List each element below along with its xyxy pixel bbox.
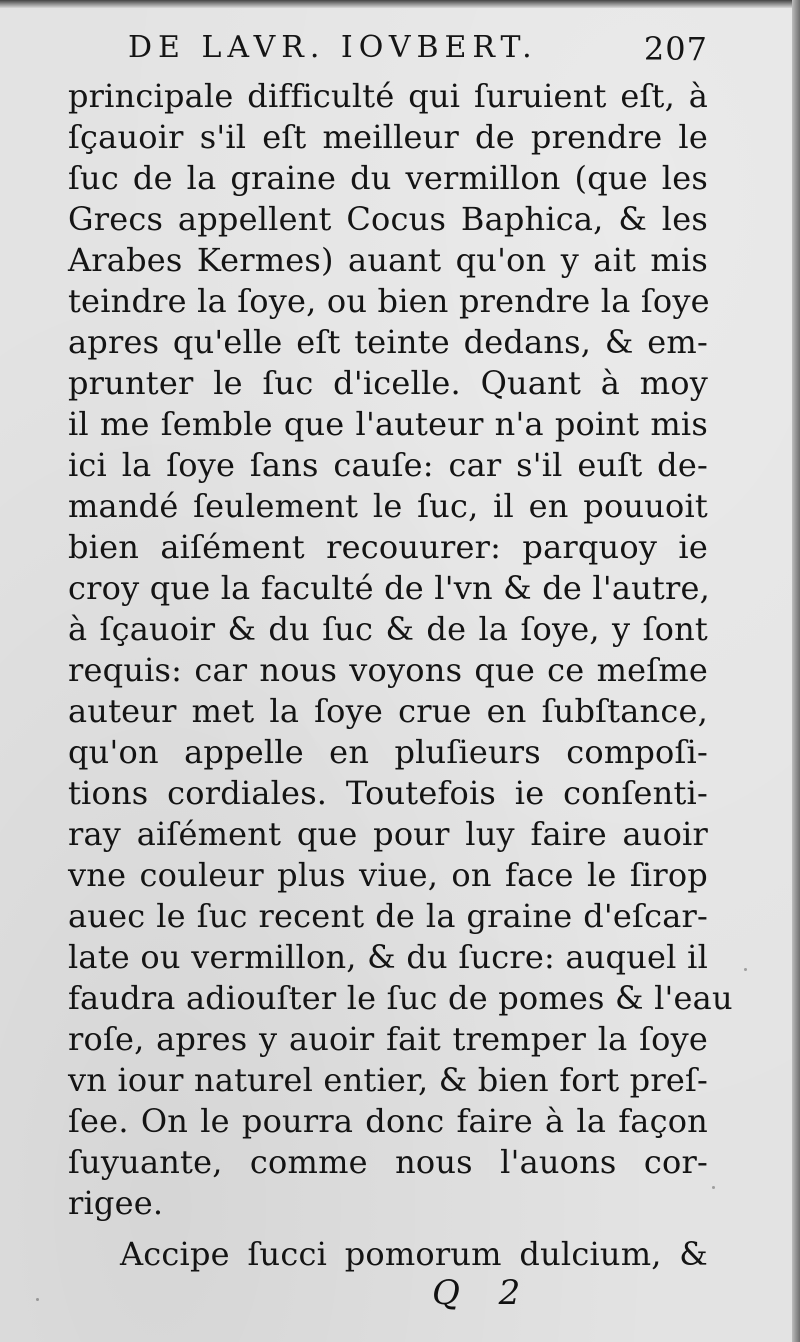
paper-speck: [712, 1186, 715, 1189]
text-line: mandé ſeulement le ſuc, il en pouuoit: [68, 487, 708, 525]
text-line: auteur met la ſoye crue en ſubſtance,: [68, 692, 708, 730]
text-line: requis: car nous voyons que ce meſme: [68, 651, 708, 689]
body-text: [68, 76, 733, 1275]
text-line: vne couleur plus viue, on face le ſirop: [68, 856, 708, 894]
text-line: ſçauoir s'il eſt meilleur de prendre le: [68, 118, 708, 156]
paragraph-gap: [68, 1224, 708, 1234]
text-line: late ou vermillon, & du ſucre: auquel il: [68, 938, 708, 976]
text-line: auec le ſuc recent de la graine d'eſcar-: [68, 897, 708, 935]
text-line: ſuc de la graine du vermillon (que les: [68, 159, 708, 197]
text-line: ſee. On le pourra donc faire à la façon: [68, 1102, 708, 1140]
text-line: bien aiſément recouurer: parquoy ie: [68, 528, 708, 566]
text-line: ray aiſément que pour luy faire auoir: [68, 815, 708, 853]
paper-speck: [36, 1298, 39, 1301]
text-line: faudra adiouſter le ſuc de pomes & l'eau: [68, 979, 733, 1017]
text-line: principale difficulté qui ſuruient eſt, à: [68, 77, 708, 115]
text-line: ici la ſoye ſans cauſe: car s'il euſt de-: [68, 446, 708, 484]
text-line: rigee.: [68, 1184, 164, 1222]
text-line: prunter le ſuc d'icelle. Quant à moy: [68, 364, 708, 402]
text-line: il me ſemble que l'auteur n'a point mis: [68, 405, 708, 443]
text-line: Arabes Kermes) auant qu'on y ait mis: [68, 241, 708, 279]
page-right-edge: [792, 0, 800, 1342]
text-line: à ſçauoir & du ſuc & de la ſoye, y ſont: [68, 610, 708, 648]
text-line: Grecs appellent Cocus Baphica, & les: [68, 200, 708, 238]
text-line: croy que la faculté de l'vn & de l'autre,: [68, 569, 710, 607]
latin-recipe-line: Accipe ſucci pomorum dulcium, &: [120, 1235, 708, 1273]
text-line: vn iour naturel entier, & bien fort preſ-: [68, 1061, 709, 1099]
text-line: tions cordiales. Toutefois ie conſenti-: [68, 774, 708, 812]
page-number: 207: [643, 30, 708, 68]
page-top-shadow: [0, 0, 800, 8]
text-line: qu'on appelle en pluſieurs compoſi-: [68, 733, 708, 771]
text-line: teindre la ſoye, ou bien prendre la ſoye: [68, 282, 710, 320]
page-header: [128, 30, 718, 70]
text-line: roſe, apres y auoir fait tremper la ſoye: [68, 1020, 708, 1058]
paper-speck: [744, 968, 747, 971]
running-title: DE LAVR. IOVBERT.: [128, 30, 538, 65]
text-line: ſuyuante, comme nous l'auons cor-: [68, 1143, 708, 1181]
text-line: apres qu'elle eſt teinte dedans, & em-: [68, 323, 708, 361]
signature-mark: Q 2: [432, 1273, 535, 1313]
